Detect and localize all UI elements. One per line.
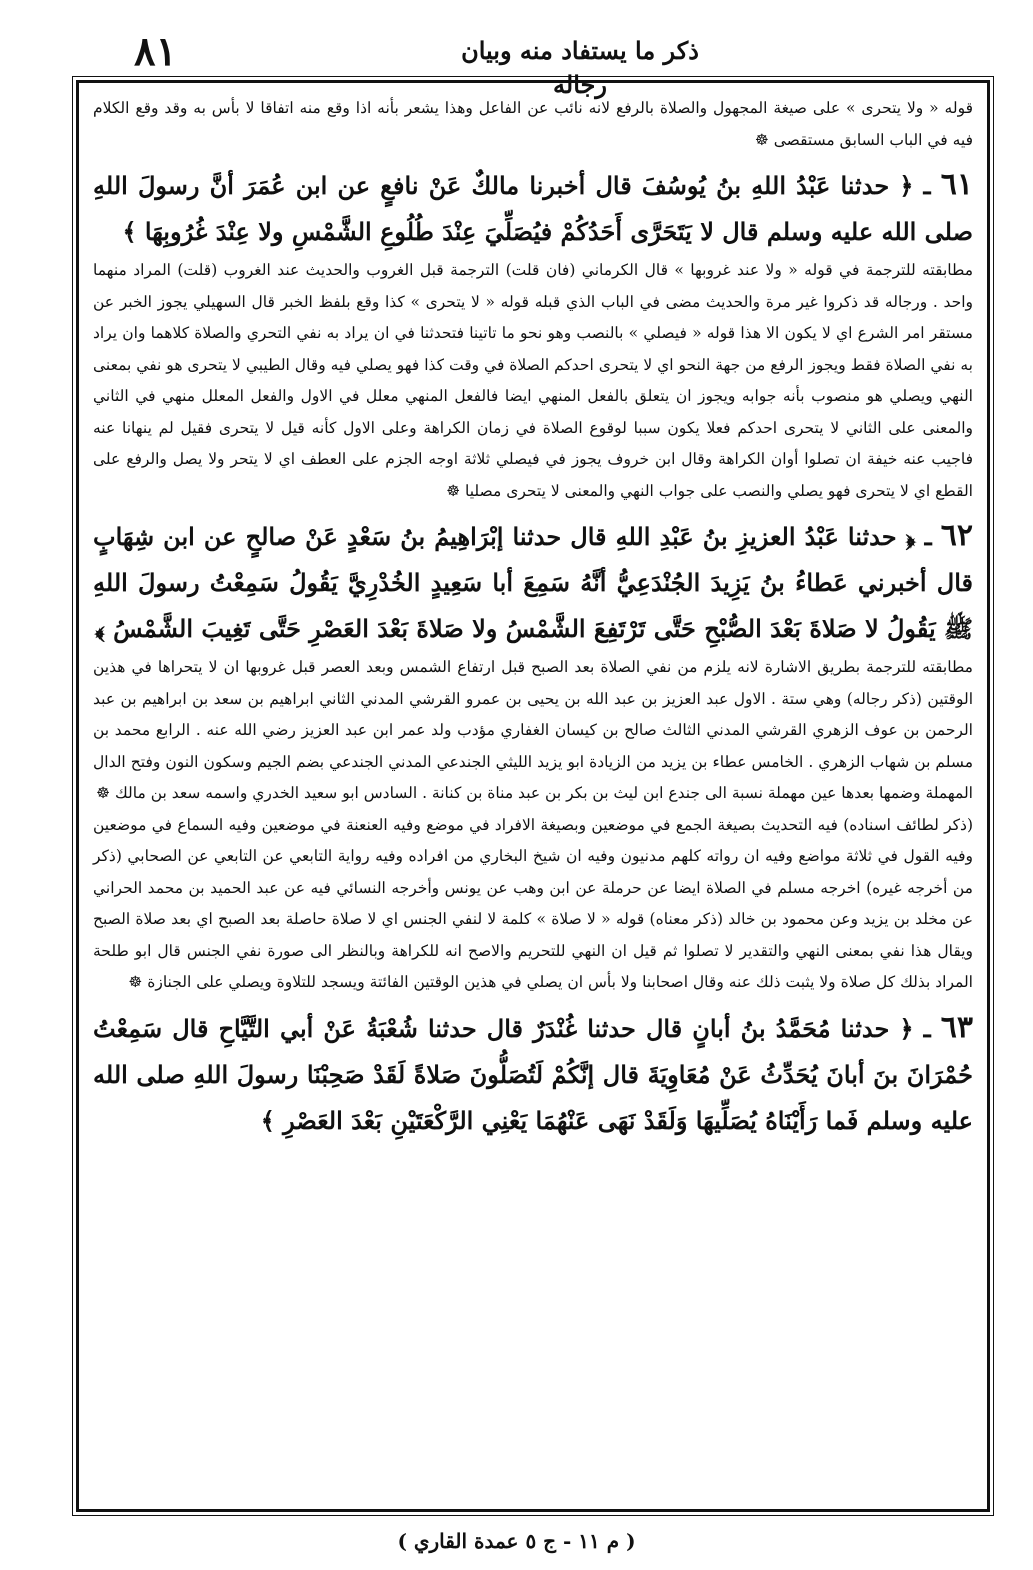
running-title: ذكر ما يستفاد منه وبيان رجاله (461, 36, 699, 99)
hadith-text: ﴿ حدثنا عَبْدُ اللهِ بنُ يُوسُفَ قال أخبرنا مالكٌ عَنْ نافعٍ عن ابن عُمَرَ أنَّ رسولَ اللهِ صلى الله عليه وسلم قال لا يَتَحَرَّى أَحَدُكُمْ فيُصَلِّيَ عِنْدَ طُلُوعِ الشَّمْسِ ولا عِنْدَ غُرُوبِهَا ﴾ (93, 171, 973, 246)
commentary-paragraph: مطابقته للترجمة بطريق الاشارة لانه يلزم من نفي الصلاة بعد الصبح قبل ارتفاع الشمس وبعد العصر قبل غروبها ان لا يتحراها في هذين الوقتين (ذكر رجاله) وهي ستة . الاول عبد العزيز بن عبد الله بن يحيى بن عمرو القرشي المدني الثاني ابراهيم بن سعد بن ابراهيم بن عبد الرحمن بن عوف الزهري القرشي المدني الثالث صالح بن كيسان الغفاري مؤدب ولد عمر ابن عبد العزيز رضي الله عنه . الرابع محمد بن مسلم بن شهاب الزهري . الخامس عطاء بن يزيد من الزيادة ابو يزيد الليثي الجندعي المدني الجندعي بضم الجيم وسكون النون وفتح الدال المهملة وضمها بعدها عين مهملة نسبة الى جندع ابن ليث بن بكر بن عبد مناة بن كنانة . السادس ابو سعيد الخدري واسمه سعد بن مالك ☸ (93, 658, 973, 802)
commentary-paragraph: قوله « ولا يتحرى » على صيغة المجهول والصلاة بالرفع لانه نائب عن الفاعل وهذا يشعر بأنه اذا وقع منه اتفاقا لا بأس به وقد وقع الكلام فيه في الباب السابق مستقصى ☸ (93, 99, 973, 149)
hadith-text: ﴿ حدثنا عَبْدُ العزيزِ بنُ عَبْدِ اللهِ قال حدثنا إبْرَاهِيمُ بنُ سَعْدٍ عَنْ صالحٍ عن ابن شِهَابٍ قال أخبرني عَطاءُ بنُ يَزِيدَ الجُنْدَعِيُّ أنَّهُ سَمِعَ أبا سَعِيدٍ الخُدْرِيَّ يَقُولُ سَمِعْتُ رسولَ اللهِ ﷺ يَقُولُ لا صَلاةَ بَعْدَ الصُّبْحِ حَتَّى تَرْتَفِعَ الشَّمْسُ ولا صَلاةَ بَعْدَ العَصْرِ حَتَّى تَغِيبَ الشَّمْسُ ﴾ (93, 522, 973, 643)
commentary-paragraph: مطابقته للترجمة في قوله « ولا عند غروبها » قال الكرماني (فان قلت) الترجمة قبل الغروب والحديث عند الغروب (قلت) المراد منهما واحد . ورجاله قد ذكروا غير مرة والحديث مضى في الباب الذي قبله قوله « لا يتحرى » كذا وقع بلفظ الخبر قال السهيلي يجوز الخبر عن مستقر امر الشرع اي لا يكون الا هذا قوله « فيصلي » بالنصب وهو نحو ما تاتينا فتحدثنا في ان يراد به نفي التحري والصلاة كلاهما وان يراد به نفي الصلاة فقط ويجوز الرفع من جهة النحو اي لا يتحرى احدكم الصلاة في وقت كذا فهو يصلي فيه وقال الطيبي لا يتحرى هو نفي بمعنى النهي ويصلي هو منصوب بأنه جوابه ويجوز ان يتعلق بالفعل المنهي ايضا فالفعل المنهي معلل في الاول والفعل المعلل منهي في الثاني والمعنى على الثاني لا يتحرى احدكم فعلا يكون سببا لوقوع الصلاة في زمان الكراهة وعلى الاول كأنه قيل لا يتحرى فقيل لم ينهانا عنه فاجيب عنه خيفة ان تصلوا أوان الكراهة وقال ابن خروف يجوز في فيصلي ثلاثة اوجه الجزم على العطف اي لا يتحر ولا يصل والرفع على القطع اي لا يتحرى فهو يصلي والنصب على جواب النهي والمعنى لا يتحرى مصليا ☸ (93, 261, 973, 500)
hadith-63: ٦٣ ـ ﴿ حدثنا مُحَمَّدُ بنُ أبانٍ قال حدثنا غُنْدَرٌ قال حدثنا شُعْبَةُ عَنْ أبي التَّيَّاحِ قال سَمِعْتُ حُمْرَانَ بنَ أبانَ يُحَدِّثُ عَنْ مُعَاوِيَةَ قال إنَّكُمْ لَتُصَلُّونَ صَلاةً لَقَدْ صَحِبْنَا رسولَ اللهِ صلى الله عليه وسلم فَما رَأَيْنَاهُ يُصَلِّيهَا وَلَقَدْ نَهَى عَنْهُمَا يَعْنِي الرَّكْعَتَيْنِ بَعْدَ العَصْرِ ﴾ (93, 1009, 973, 1135)
hadith-text: ﴿ حدثنا مُحَمَّدُ بنُ أبانٍ قال حدثنا غُنْدَرٌ قال حدثنا شُعْبَةُ عَنْ أبي التَّيَّاحِ قال سَمِعْتُ حُمْرَانَ بنَ أبانَ يُحَدِّثُ عَنْ مُعَاوِيَةَ قال إنَّكُمْ لَتُصَلُّونَ صَلاةً لَقَدْ صَحِبْنَا رسولَ اللهِ صلى الله عليه وسلم فَما رَأَيْنَاهُ يُصَلِّيهَا وَلَقَدْ نَهَى عَنْهُمَا يَعْنِي الرَّكْعَتَيْنِ بَعْدَ العَصْرِ ﴾ (93, 1013, 973, 1135)
hadith-number: ٦٣ (940, 1009, 973, 1045)
page-body (93, 93, 973, 1144)
hadith-number: ٦٢ (940, 518, 974, 553)
text-frame (76, 80, 990, 1512)
page-number: ٨١ (134, 28, 177, 75)
hadith-62: ٦٢ ـ ﴿ حدثنا عَبْدُ العزيزِ بنُ عَبْدِ اللهِ قال حدثنا إبْرَاهِيمُ بنُ سَعْدٍ عَنْ صالحٍ عن ابن شِهَابٍ قال أخبرني عَطاءُ بنُ يَزِيدَ الجُنْدَعِيُّ أنَّهُ سَمِعَ أبا سَعِيدٍ الخُدْرِيَّ يَقُولُ سَمِعْتُ رسولَ اللهِ ﷺ يَقُولُ لا صَلاةَ بَعْدَ الصُّبْحِ حَتَّى تَرْتَفِعَ الشَّمْسُ ولا صَلاةَ بَعْدَ العَصْرِ حَتَّى تَغِيبَ الشَّمْسُ ﴾ (93, 518, 974, 643)
hadith-number: ٦١ (940, 167, 973, 202)
commentary-paragraph: (ذكر لطائف اسناده) فيه التحديث بصيغة الجمع في موضعين وبصيغة الافراد في موضع وفيه العنعنة في موضعين وفيه السماع في موضعين وفيه القول في ثلاثة مواضع وفيه ان رواته كلهم مدنيون وفيه ان شيخ البخاري من افراده وفيه رواية التابعي عن التابعي عن الصحابي (ذكر من أخرجه غيره) اخرجه مسلم في الصلاة ايضا عن حرملة عن ابن وهب عن يونس وأخرجه النسائي فيه عن عبد الحميد بن محمد الحراني عن مخلد بن يزيد وعن محمود بن خالد (ذكر معناه) قوله « لا صلاة » كلمة لا لنفي الجنس اي لا صلاة حاصلة بعد الصبح اي بعد صلاة الصبح ويقال هذا نفي بمعنى النهي والتقدير لا تصلوا ثم قيل ان النهي للتحريم والاصح انه للكراهة وبالنظر الى صورة نفي الجنس قال ابو طلحة المراد بذلك كل صلاة ولا يثبت ذلك عنه وقال اصحابنا ولا بأس ان يصلي في هذين الوقتين الفائتة ويسجد للتلاوة ويصلي على الجنازة ☸ (93, 815, 973, 991)
page-header (70, 28, 990, 99)
page-footer: ( م ١١ - ج ٥ عمدة القاري ) (397, 1529, 636, 1553)
hadith-61: ٦١ ـ ﴿ حدثنا عَبْدُ اللهِ بنُ يُوسُفَ قال أخبرنا مالكٌ عَنْ نافعٍ عن ابن عُمَرَ أنَّ رسولَ اللهِ صلى الله عليه وسلم قال لا يَتَحَرَّى أَحَدُكُمْ فيُصَلِّيَ عِنْدَ طُلُوعِ الشَّمْسِ ولا عِنْدَ غُرُوبِهَا ﴾ (93, 167, 973, 246)
